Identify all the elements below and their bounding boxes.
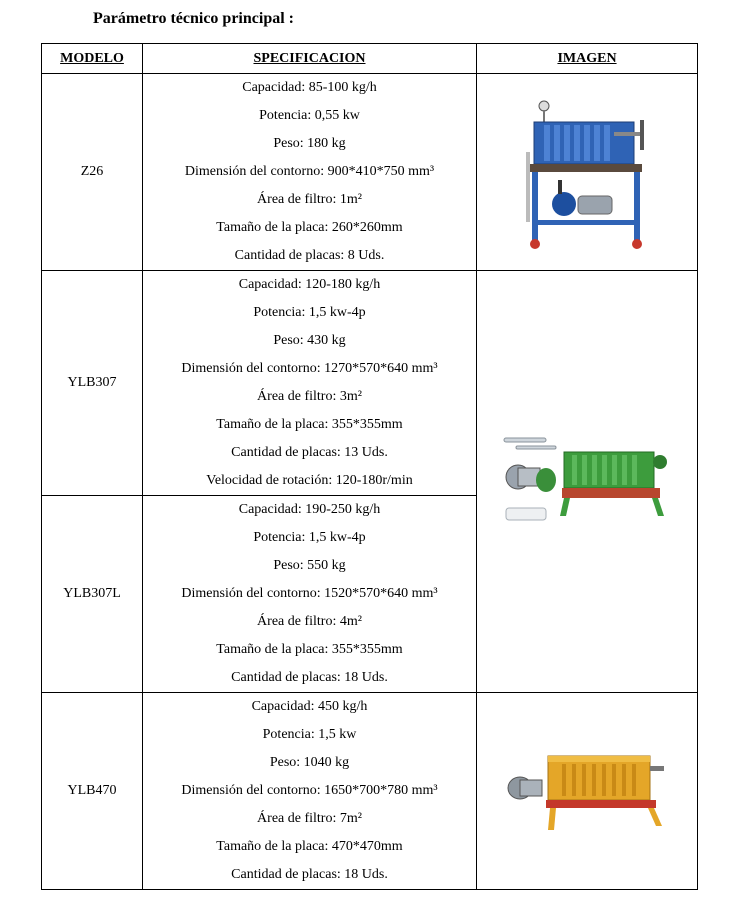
spec-line: Potencia: 1,5 kw-4p [253, 530, 366, 545]
spec-line: Cantidad de placas: 13 Uds. [231, 445, 388, 460]
spec-line: Dimensión del contorno: 1270*570*640 mm³ [181, 361, 438, 376]
spec-line: Cantidad de placas: 18 Uds. [231, 867, 388, 882]
spec-list [143, 496, 477, 693]
spec-line: Tamaño de la placa: 260*260mm [216, 220, 403, 235]
spec-line: Velocidad de rotación: 120-180r/min [206, 473, 413, 488]
spec-line: Área de filtro: 1m² [257, 192, 362, 207]
table-row [42, 74, 698, 271]
spec-line: Área de filtro: 3m² [257, 389, 362, 404]
spec-line: Potencia: 1,5 kw [262, 727, 357, 742]
spec-line: Cantidad de placas: 18 Uds. [231, 670, 388, 685]
spec-line: Tamaño de la placa: 355*355mm [216, 417, 403, 432]
green-filter-press-photo [500, 432, 675, 532]
spec-line: Peso: 550 kg [273, 558, 346, 573]
spec-line: Dimensión del contorno: 1520*570*640 mm³ [181, 586, 438, 601]
spec-line: Potencia: 0,55 kw [259, 108, 360, 123]
spec-line: Tamaño de la placa: 470*470mm [216, 839, 403, 854]
spec-line: Área de filtro: 4m² [257, 614, 362, 629]
spec-table [41, 43, 698, 890]
spec-line: Peso: 1040 kg [269, 755, 350, 770]
page-title: Parámetro técnico principal : [93, 10, 294, 27]
image-cell [477, 74, 698, 271]
header-spec: SPECIFICACION [143, 44, 477, 74]
spec-line: Dimensión del contorno: 900*410*750 mm³ [184, 164, 435, 179]
image-cell [477, 693, 698, 890]
table-header-row [42, 44, 698, 74]
spec-line: Área de filtro: 7m² [257, 811, 362, 826]
spec-line: Tamaño de la placa: 355*355mm [216, 642, 403, 657]
blue-filter-press-photo [522, 92, 652, 252]
image-cell [477, 271, 698, 693]
yellow-filter-press-photo [502, 746, 672, 836]
spec-line: Dimensión del contorno: 1650*700*780 mm³ [181, 783, 438, 798]
spec-line: Peso: 430 kg [273, 333, 346, 348]
spec-list [143, 271, 477, 496]
header-image: IMAGEN [477, 44, 698, 74]
header-model: MODELO [42, 44, 143, 74]
spec-line: Capacidad: 120-180 kg/h [238, 277, 381, 292]
spec-list [143, 74, 477, 271]
table-row [42, 693, 698, 890]
spec-line: Potencia: 1,5 kw-4p [253, 305, 366, 320]
model-name: YLB307L [42, 496, 143, 693]
spec-line: Peso: 180 kg [273, 136, 346, 151]
model-name: Z26 [42, 74, 143, 271]
model-name: YLB470 [42, 693, 143, 890]
spec-line: Cantidad de placas: 8 Uds. [234, 248, 385, 263]
model-name: YLB307 [42, 271, 143, 496]
spec-line: Capacidad: 450 kg/h [251, 699, 368, 714]
table-row [42, 271, 698, 496]
spec-list [143, 693, 477, 890]
spec-line: Capacidad: 85-100 kg/h [242, 80, 377, 95]
spec-line: Capacidad: 190-250 kg/h [238, 502, 381, 517]
